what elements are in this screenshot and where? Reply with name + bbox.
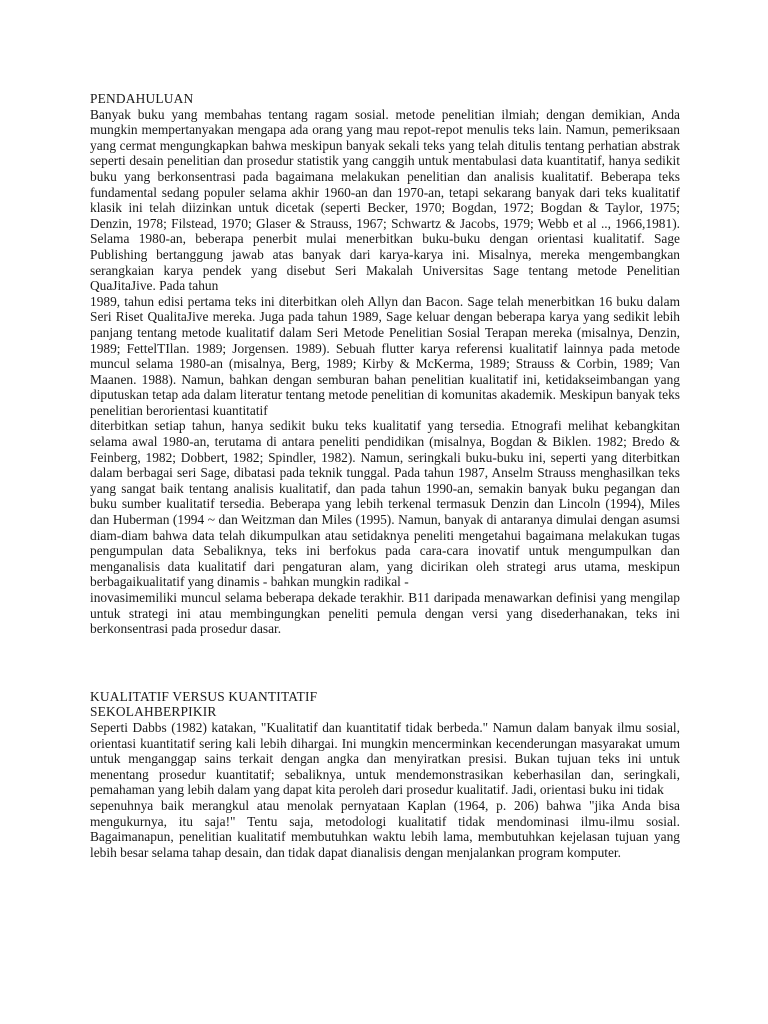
section-heading-kualitatif-versus-kuantitatif: KUALITATIF VERSUS KUANTITATIF: [90, 688, 318, 704]
paragraph: 1989, tahun edisi pertama teks ini diterbitkan oleh Allyn dan Bacon. Sage telah menerbitkan 16 buku dalam Seri Riset QualitaJive mereka. Juga pada tahun 1989, Sage keluar dengan beberapa karya yang sedikit lebih panjang tentang metode kualitatif dalam Seri Metode Penelitian Sosial Terapan mereka (misalnya, Denzin, 1989; FettelTIlan. 1989; Jorgensen. 1989). Sebuah flutter karya referensi kualitatif lainnya pada metode muncul selama 1980-an (misalnya, Berg, 1989; Kirby & McKerma, 1989; Strauss & Corbin, 1989; Van Maanen. 1988). Namun, bahkan dengan semburan bahan penelitian kualitatif ini, ketidakseimbangan yang diputuskan tetap ada dalam literatur tentang metode penelitian di komunitas akademik. Meskipun banyak teks penelitian berorientasi kuantitatif: [90, 293, 680, 418]
section-spacer: [90, 637, 680, 689]
paragraph: Seperti Dabbs (1982) katakan, "Kualitatif dan kuantitatif tidak berbeda." Namun dalam banyak ilmu sosial, orientasi kuantitatif sering kali lebih dihargai. Ini mungkin mencerminkan kecenderungan masyarakat umum untuk menganggap sains terkait dengan angka dan menyiratkan presisi. Bukan tujuan teks ini untuk menentang prosedur kuantitatif; sebaliknya, untuk mendemonstrasikan keberhasilan dan, seringkali, pemahaman yang lebih dalam yang dapat kita peroleh dari prosedur kualitatif. Jadi, orientasi buku ini tidak: [90, 719, 680, 798]
section-heading-pendahuluan: PENDAHULUAN: [90, 91, 194, 106]
paragraph: inovasimemiliki muncul selama beberapa dekade terakhir. B11 daripada menawarkan definisi yang mengilap untuk strategi ini atau membingungkan peneliti pemula dengan versi yang disederhanakan, teks ini berkonsentrasi pada prosedur dasar.: [90, 590, 680, 637]
paragraph: Banyak buku yang membahas tentang ragam sosial. metode penelitian ilmiah; dengan demikian, Anda mungkin mempertanyakan mengapa ada orang yang mau repot-repot menulis teks lain. Namun, pemeriksaan yang cermat mengungkapkan bahwa meskipun banyak sekali teks yang telah ditulis tentang perhatian abstrak seperti desain penelitian dan prosedur statistik yang canggih untuk mentabulasi data kuantitatif, hanya sedikit buku yang berkonsentrasi pada bagaimana melakukan penelitian dan analisis kualitatif. Beberapa teks fundamental sedang populer selama akhir 1960-an dan 1970-an, tetapi sekarang banyak dari teks kualitatif klasik ini telah diizinkan untuk dicetak (seperti Becker, 1970; Bogdan, 1972; Bogdan & Taylor, 1975; Denzin, 1978; Filstead, 1970; Glaser & Strauss, 1967; Schwartz & Jacobs, 1979; Webb et al .., 1966,1981). Selama 1980-an, beberapa penerbit mulai menerbitkan buku-buku dengan orientasi kualitatif. Sage Publishing bertanggung jawab atas banyak dari karya-karya ini. Misalnya, mereka mengembangkan serangkaian karya pendek yang disebut Seri Makalah Universitas Sage tentang metode Penelitian QuaJitaJive. Pada tahun: [90, 106, 680, 294]
document-page: [90, 91, 680, 860]
paragraph: diterbitkan setiap tahun, hanya sedikit buku teks kualitatif yang tersedia. Etnografi melihat kebangkitan selama awal 1980-an, terutama di antara peneliti pendidikan (misalnya, Bogdan & Biklen. 1982; Bredo & Feinberg, 1982; Dobbert, 1982; Spindler, 1982). Namun, seringkali buku-buku ini, seperti yang diterbitkan dalam berbagai seri Sage, dibatasi pada teknik tunggal. Pada tahun 1987, Anselm Strauss menghasilkan teks yang sangat baik tentang analisis kualitatif, dan pada tahun 1990-an, semakin banyak buku pegangan dan buku sumber kualitatif tersedia. Beberapa yang lebih terkenal termasuk Denzin dan Lincoln (1994), Miles dan Huberman (1994 ~ dan Weitzman dan Miles (1995). Namun, banyak di antaranya dimulai dengan asumsi diam-diam bahwa data telah dikumpulkan atau setidaknya peneliti mengetahui bagaimana melakukan tugas pengumpulan data Sebaliknya, teks ini berfokus pada cara-cara inovatif untuk mengumpulkan dan menganalisis data kualitatif dari pengaturan alam, yang dicirikan oleh strategi arus utama, meskipun berbagaikualitatif yang dinamis - bahkan mungkin radikal -: [90, 418, 680, 590]
section-subheading: SEKOLAHBERPIKIR: [90, 704, 217, 720]
paragraph: sepenuhnya baik merangkul atau menolak pernyataan Kaplan (1964, p. 206) bahwa "jika Anda bisa mengukurnya, itu saja!" Tentu saja, metodologi kualitatif tidak mendominasi ilmu-ilmu sosial. Bagaimanapun, penelitian kualitatif membutuhkan waktu lebih lama, membutuhkan kejelasan tujuan yang lebih besar selama tahap desain, dan tidak dapat dianalisis dengan menjalankan program komputer.: [90, 797, 680, 860]
